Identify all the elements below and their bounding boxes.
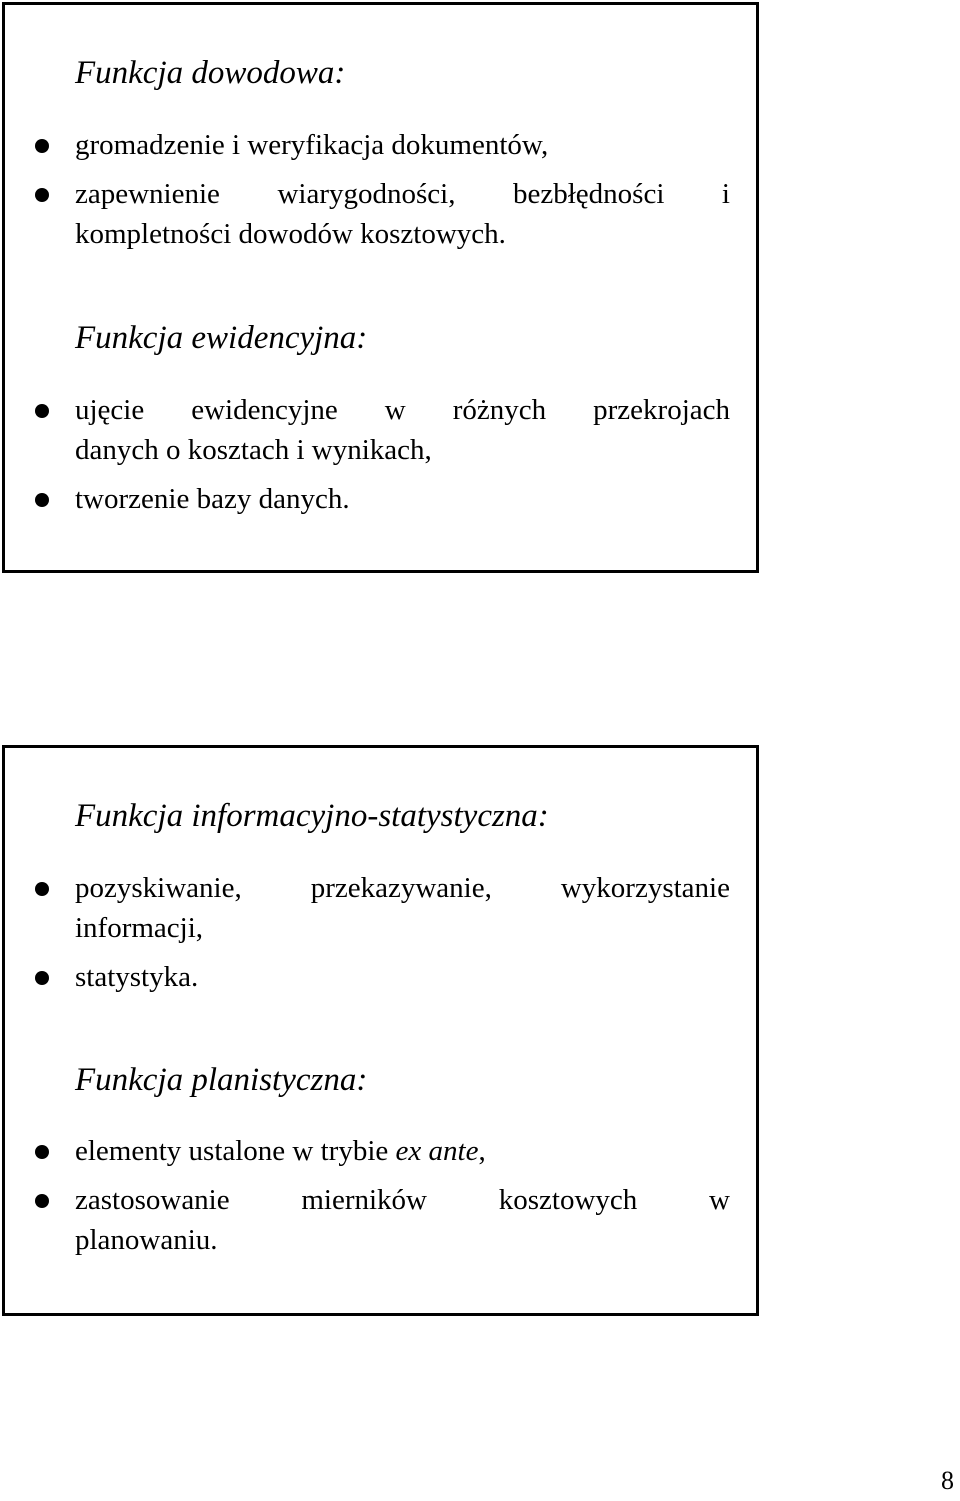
word: bezbłędności: [512, 178, 665, 210]
list-item: [35, 957, 730, 997]
list-item-text-line-2: danych o kosztach i wynikach,: [75, 434, 432, 466]
list-item: [35, 1180, 730, 1260]
list-item-text-line-1: [75, 868, 730, 908]
list-item: [35, 1131, 730, 1171]
bullet-icon: [35, 404, 49, 418]
heading-funkcja-ewidencyjna: Funkcja ewidencyjna:: [75, 320, 368, 356]
word: w: [709, 1184, 730, 1216]
word: kosztowych: [498, 1184, 638, 1216]
word: zastosowanie: [75, 1184, 230, 1216]
bullet-icon: [35, 1145, 49, 1159]
bullet-icon: [35, 139, 49, 153]
list-item-text: [75, 1131, 730, 1171]
page-number: 8: [941, 1466, 954, 1495]
word: różnych: [452, 394, 547, 426]
word: pozyskiwanie,: [75, 872, 242, 904]
word: w: [384, 394, 406, 426]
list-item-text-line-1: [75, 390, 730, 430]
word: zapewnienie: [75, 178, 220, 210]
list-item-text-line-2: kompletności dowodów kosztowych.: [75, 218, 506, 250]
slide-1: [2, 2, 759, 573]
list-item-text: statystyka.: [75, 961, 199, 993]
list-item: [35, 125, 730, 165]
text-segment: elementy ustalone w trybie: [75, 1135, 396, 1167]
word: mierników: [301, 1184, 428, 1216]
bullet-icon: [35, 882, 49, 896]
word: ujęcie: [75, 394, 145, 426]
list-item-text-line-1: [75, 1180, 730, 1220]
list-item-text-line-1: [75, 174, 730, 214]
word: i: [721, 178, 730, 210]
word: przekrojach: [593, 394, 730, 426]
list-item-text-line-2: planowaniu.: [75, 1224, 218, 1256]
heading-funkcja-dowodowa: Funkcja dowodowa:: [75, 55, 346, 91]
heading-funkcja-planistyczna: Funkcja planistyczna:: [75, 1062, 368, 1098]
word: wykorzystanie: [560, 872, 730, 904]
text-segment: ,: [478, 1135, 486, 1167]
italic-term: ex ante: [395, 1135, 479, 1167]
list-item: [35, 479, 730, 519]
word: przekazywanie,: [310, 872, 492, 904]
word: ewidencyjne: [191, 394, 338, 426]
bullet-icon: [35, 971, 49, 985]
list-item: [35, 868, 730, 948]
list-item: [35, 390, 730, 470]
list-item-text: gromadzenie i weryfikacja dokumentów,: [75, 129, 549, 161]
bullet-icon: [35, 188, 49, 202]
slide-2: [2, 745, 759, 1316]
bullet-icon: [35, 1194, 49, 1208]
list-item-text-line-2: informacji,: [75, 912, 204, 944]
bullet-icon: [35, 493, 49, 507]
list-item: [35, 174, 730, 254]
heading-funkcja-informacyjno-statystyczna: Funkcja informacyjno-statystyczna:: [75, 798, 549, 834]
word: wiarygodności,: [277, 178, 456, 210]
list-item-text: tworzenie bazy danych.: [75, 483, 350, 515]
